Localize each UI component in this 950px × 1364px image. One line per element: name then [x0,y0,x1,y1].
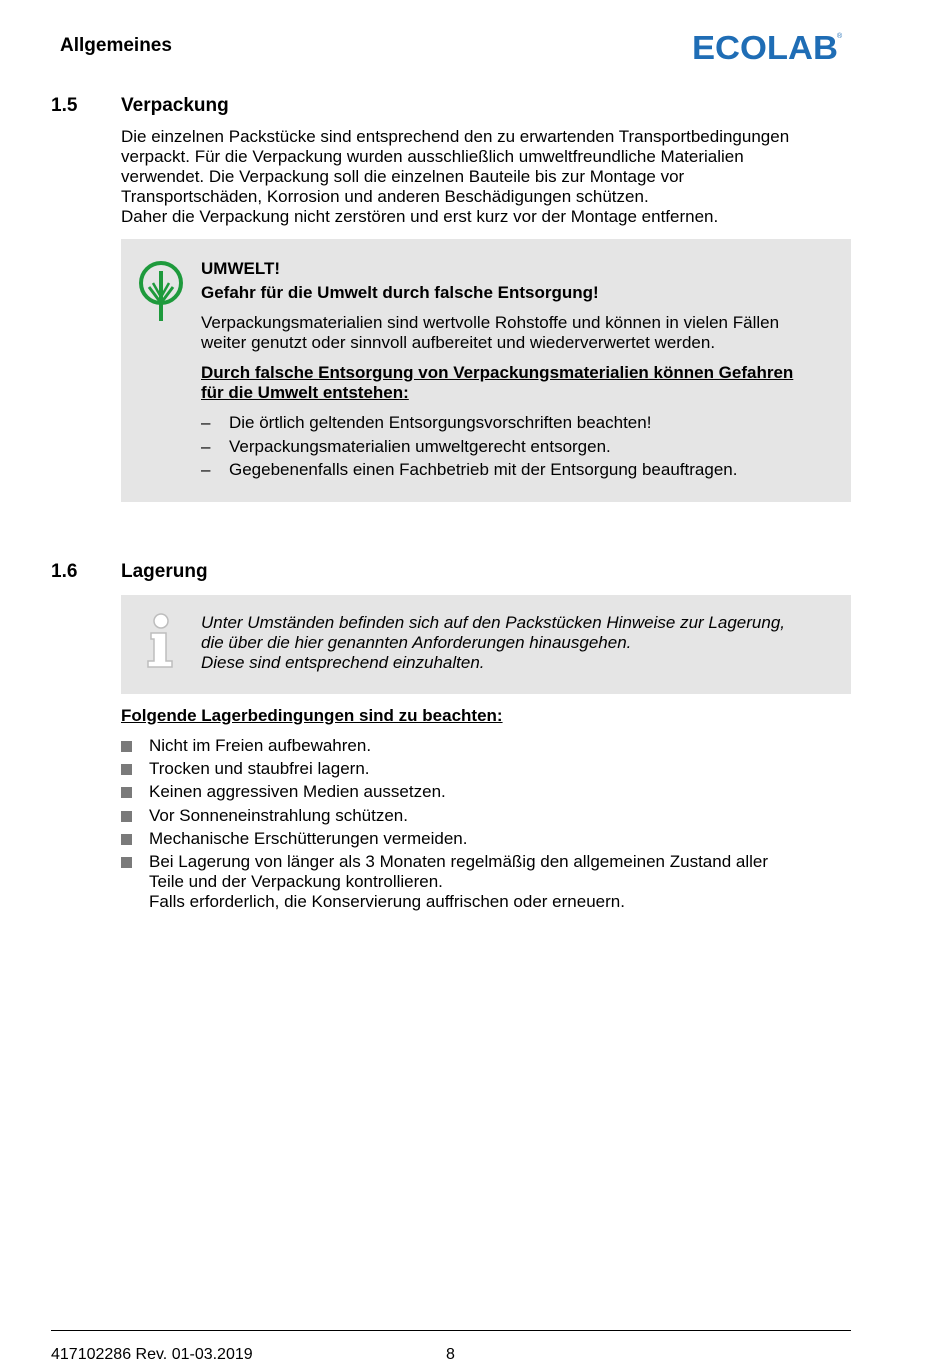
verpackung-paragraph [121,127,856,227]
list-item-text: Mechanische Erschütterungen vermeiden. [149,829,468,848]
ecolab-logo [692,28,844,64]
paragraph-line: Die einzelnen Packstücke sind entsprechend den zu erwartenden Transportbedingungen [121,127,790,146]
list-item-text: Die örtlich geltenden Entsorgungsvorschriften beachten! [229,413,652,432]
footer-page-number: 8 [446,1346,455,1363]
info-note-line: Diese sind entsprechend einzuhalten. [201,653,485,672]
storage-conditions-heading: Folgende Lagerbedingungen sind zu beachten: [121,706,503,725]
square-bullet-icon [121,811,132,822]
section-number-verpackung: 1.5 [51,95,78,116]
list-item-text: Keinen aggressiven Medien aussetzen. [149,782,446,801]
square-bullet-icon [121,787,132,798]
environment-items-list [201,413,841,493]
environment-tree-icon [137,259,185,323]
dash-marker: – [201,413,211,432]
list-item [121,852,841,914]
section-number-lagerung: 1.6 [51,561,78,582]
paragraph-line: Transportschäden, Korrosion und anderen Beschädigungen schützen. [121,187,649,206]
dash-marker: – [201,460,211,479]
square-bullet-icon [121,857,132,868]
square-bullet-icon [121,741,132,752]
square-bullet-icon [121,764,132,775]
list-item-text: Verpackungsmaterialien umweltgerecht entsorgen. [229,437,611,456]
svg-text:®: ® [837,33,843,40]
info-note-line: Unter Umständen befinden sich auf den Packstücken Hinweise zur Lagerung, [201,613,786,632]
list-item-text: Falls erforderlich, die Konservierung auffrischen oder erneuern. [149,892,625,911]
footer-divider [51,1330,851,1331]
svg-text:ECOLAB: ECOLAB [692,29,838,64]
environment-note-subheading: Gefahr für die Umwelt durch falsche Entsorgung! [201,283,599,302]
list-item-text: Teile und der Verpackung kontrollieren. [149,872,443,891]
dash-marker: – [201,437,211,456]
environment-note-text: Verpackungsmaterialien sind wertvolle Rohstoffe und können in vielen Fällen [201,313,780,332]
paragraph-line: verpackt. Für die Verpackung wurden ausschließlich umweltfreundliche Materialien [121,147,744,166]
list-item-text: Trocken und staubfrei lagern. [149,759,370,778]
list-item-text: Gegebenenfalls einen Fachbetrieb mit der Entsorgung beauftragen. [229,460,738,479]
environment-note-text: weiter genutzt oder sinnvoll aufbereitet und wiederverwertet werden. [201,333,716,352]
info-note-box [121,595,851,694]
square-bullet-icon [121,834,132,845]
paragraph-line: Daher die Verpackung nicht zerstören und erst kurz vor der Montage entfernen. [121,207,719,226]
list-item-text: Nicht im Freien aufbewahren. [149,736,372,755]
list-item-text: Vor Sonneneinstrahlung schützen. [149,806,408,825]
section-title-lagerung: Lagerung [121,561,208,582]
list-item-text: Bei Lagerung von länger als 3 Monaten regelmäßig den allgemeinen Zustand aller [149,852,768,871]
footer-doc-id: 417102286 Rev. 01-03.2019 [51,1346,253,1363]
environment-note-heading: UMWELT! [201,259,280,278]
info-icon [145,613,177,669]
environment-warning-line: Durch falsche Entsorgung von Verpackungsmaterialien können Gefahren [201,363,794,382]
section-title-verpackung: Verpackung [121,95,229,116]
environment-warning-line: für die Umwelt entstehen: [201,383,409,402]
info-note-line: die über die hier genannten Anforderungen hinausgehen. [201,633,632,652]
page-header-title: Allgemeines [60,35,172,56]
paragraph-line: verwendet. Die Verpackung soll die einzelnen Bauteile bis zur Montage vor [121,167,685,186]
environment-note-box [121,239,851,502]
